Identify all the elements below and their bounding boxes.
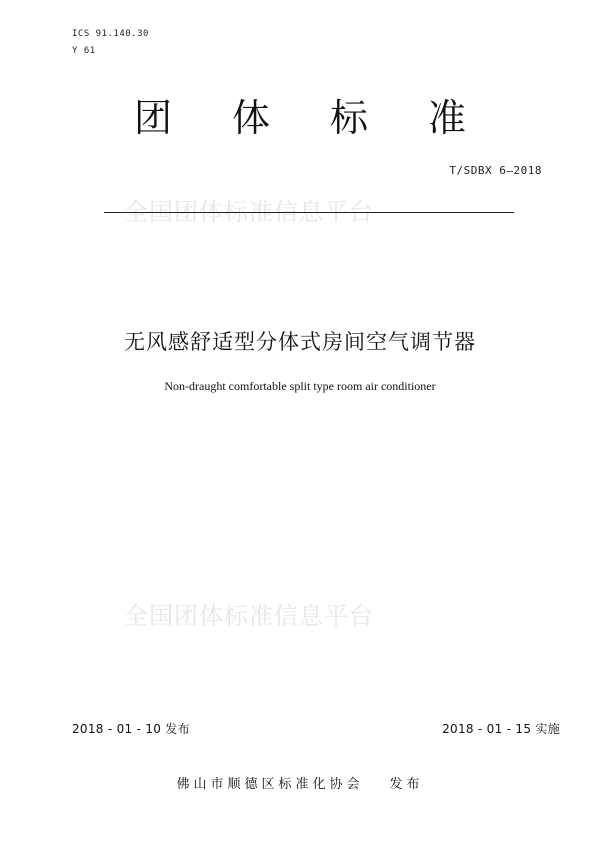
standard-type-char: 准: [428, 96, 467, 140]
ics-code: ICS 91.140.30: [72, 29, 149, 39]
standard-type-char: 标: [330, 96, 369, 140]
watermark-top: 全国团体标准信息平台: [124, 198, 374, 226]
ccs-code: Y 61: [72, 46, 96, 56]
issuer-line: [0, 773, 600, 792]
document-title-english: Non-draught comfortable split type room air conditioner: [164, 379, 436, 393]
implement-date: 2018 - 01 - 15 实施: [442, 722, 560, 736]
divider-line: [104, 212, 514, 213]
watermark-bottom: 全国团体标准信息平台: [124, 602, 374, 630]
issuer-organization: 佛山市顺德区标准化协会: [176, 777, 364, 792]
publish-date: 2018 - 01 - 10 发布: [72, 722, 190, 736]
standard-number: T/SDBX 6—2018: [449, 164, 542, 177]
standard-type-char: 团: [133, 96, 172, 140]
standard-type-heading: [0, 92, 600, 144]
standard-type-char: 体: [231, 96, 270, 140]
document-title-chinese: 无风感舒适型分体式房间空气调节器: [124, 330, 476, 354]
issuer-action: 发布: [389, 777, 424, 792]
